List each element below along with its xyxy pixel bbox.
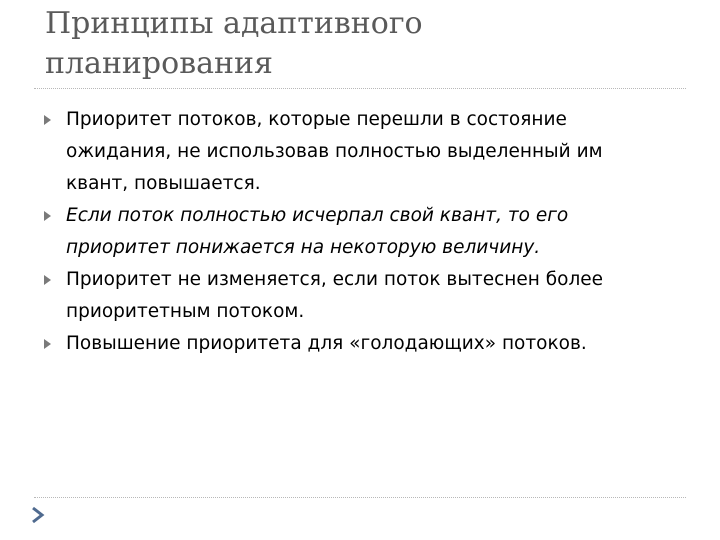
bullet-list <box>44 104 684 360</box>
bullet-1-line-1: Приоритет потоков, которые перешли в состояние <box>66 109 567 130</box>
slide-title-line-2: планирования <box>45 46 273 81</box>
bullet-item-3 <box>44 264 684 328</box>
triangle-right-icon <box>44 115 51 125</box>
bullet-item-4 <box>44 328 684 360</box>
slide-title <box>45 4 685 84</box>
bullet-item-1 <box>44 104 684 200</box>
bullet-1-line-2: ожидания, не использовав полностью выделенный им <box>66 141 603 162</box>
footer-divider <box>34 497 686 498</box>
bullet-text-2 <box>66 205 568 258</box>
bullet-3-line-1: Приоритет не изменяется, если поток вытеснен более <box>66 269 604 290</box>
bullet-text-1 <box>66 109 603 194</box>
bullet-4-line-1: Повышение приоритета для «голодающих» потоков. <box>66 333 587 354</box>
bullet-text-3 <box>66 269 603 322</box>
triangle-right-icon <box>44 339 51 349</box>
bullet-2-line-1: Если поток полностью исчерпал свой квант, то его <box>66 205 569 226</box>
slide-title-line-1: Принципы адаптивного <box>45 6 423 41</box>
triangle-right-icon <box>44 211 51 221</box>
bullet-text-4 <box>66 333 587 354</box>
bullet-3-line-2: приоритетным потоком. <box>66 301 305 322</box>
bullet-1-line-3: квант, повышается. <box>66 173 261 194</box>
bullet-2-line-2: приоритет понижается на некоторую величину. <box>66 237 541 258</box>
triangle-right-icon <box>44 275 51 285</box>
chevron-right-icon[interactable] <box>30 506 46 524</box>
bullet-item-2 <box>44 200 684 264</box>
title-divider <box>34 88 686 89</box>
